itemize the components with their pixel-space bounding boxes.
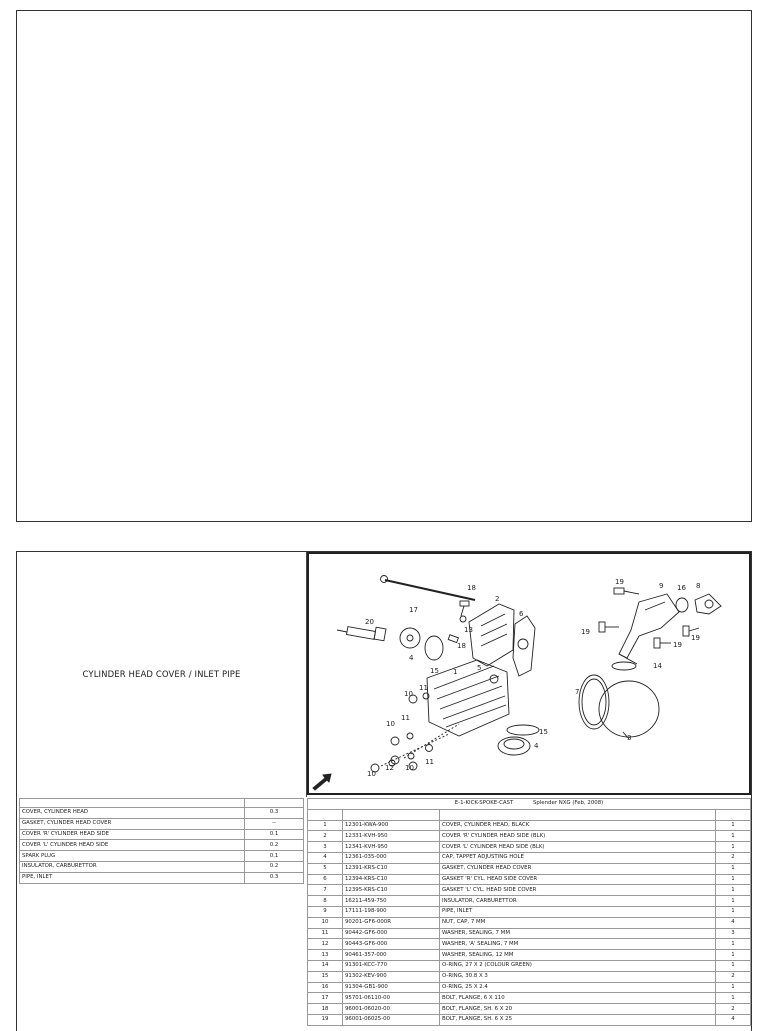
svg-text:2: 2 <box>495 595 500 603</box>
part-quantity: 1 <box>716 885 751 896</box>
part-quantity: 1 <box>716 863 751 874</box>
part-description: WASHER, SEALING, 12 MM <box>440 950 716 961</box>
part-number: 95701-06110-00 <box>343 993 440 1004</box>
part-quantity: 1 <box>716 874 751 885</box>
svg-text:19: 19 <box>673 641 682 649</box>
svg-text:9: 9 <box>659 582 664 590</box>
part-number: 12395-KRS-C10 <box>343 885 440 896</box>
part-description: COVER 'L' CYLINDER HEAD SIDE (BLK) <box>440 842 716 853</box>
part-row <box>308 960 751 971</box>
part-description: INSULATOR, CARBURETTOR <box>440 896 716 907</box>
weight-item-name: COVER 'R' CYLINDER HEAD SIDE <box>20 829 245 840</box>
svg-text:12: 12 <box>385 764 394 772</box>
weight-value: 0.1 <box>245 851 304 862</box>
part-quantity: 1 <box>716 950 751 961</box>
svg-text:19: 19 <box>615 578 624 586</box>
blank-row <box>308 809 751 820</box>
catalog-code: E-1-KICK-SPOKE-CAST <box>454 800 514 807</box>
weight-item-name: GASKET, CYLINDER HEAD COVER <box>20 818 245 829</box>
flange-bolts-19-drawing <box>599 588 699 648</box>
part-index: 1 <box>308 820 343 831</box>
part-quantity: 1 <box>716 842 751 853</box>
side-cover-r-drawing <box>469 604 514 666</box>
part-row <box>308 831 751 842</box>
weights-header-row <box>20 799 304 808</box>
svg-text:13: 13 <box>464 626 473 634</box>
section-title: CYLINDER HEAD COVER / INLET PIPE <box>17 552 307 797</box>
svg-text:15: 15 <box>430 667 439 675</box>
part-row <box>308 842 751 853</box>
part-row <box>308 1004 751 1015</box>
inlet-pipe-drawing <box>612 594 721 670</box>
weight-value: 0.3 <box>245 808 304 819</box>
part-number: 12341-KVH-950 <box>343 842 440 853</box>
part-index: 2 <box>308 831 343 842</box>
part-description: O-RING, 25 X 2.4 <box>440 982 716 993</box>
part-row <box>308 906 751 917</box>
spark-plug-drawing <box>337 627 386 641</box>
part-number: 12301-KWA-900 <box>343 820 440 831</box>
part-description: GASKET 'R' CYL. HEAD SIDE COVER <box>440 874 716 885</box>
part-quantity: 2 <box>716 971 751 982</box>
long-bolt-drawing <box>381 576 476 601</box>
weight-row <box>20 808 304 819</box>
part-number: 90443-GF6-000 <box>343 939 440 950</box>
part-index: 12 <box>308 939 343 950</box>
part-index: 16 <box>308 982 343 993</box>
part-index: 9 <box>308 906 343 917</box>
catalog-model: Splender NXG (Feb, 2008) <box>532 800 604 807</box>
part-row <box>308 885 751 896</box>
part-index: 4 <box>308 852 343 863</box>
part-index: 5 <box>308 863 343 874</box>
svg-text:19: 19 <box>691 634 700 642</box>
part-index: 17 <box>308 993 343 1004</box>
part-row <box>308 874 751 885</box>
side-cover-l-drawing <box>579 675 659 739</box>
lower-cap-drawing <box>498 725 539 755</box>
svg-text:6: 6 <box>519 610 524 618</box>
part-index: 13 <box>308 950 343 961</box>
svg-text:5: 5 <box>477 664 482 672</box>
svg-text:3: 3 <box>627 734 632 742</box>
part-description: NUT, CAP, 7 MM <box>440 917 716 928</box>
cylinder-head-cover-drawing <box>427 660 509 736</box>
part-description: BOLT, FLANGE, 6 X 110 <box>440 993 716 1004</box>
part-quantity: 1 <box>716 960 751 971</box>
part-number: 96001-06025-00 <box>343 1014 440 1025</box>
weights-table <box>19 798 304 884</box>
part-index: 18 <box>308 1004 343 1015</box>
svg-text:18: 18 <box>457 642 466 650</box>
weight-row <box>20 840 304 851</box>
svg-text:4: 4 <box>409 654 414 662</box>
part-number: 16211-459-750 <box>343 896 440 907</box>
part-index: 3 <box>308 842 343 853</box>
part-number: 90201-GF6-000R <box>343 917 440 928</box>
parts-list-table <box>307 798 751 1026</box>
flange-bolt-18-drawing <box>448 601 469 643</box>
part-description: WASHER, 'A' SEALING, 7 MM <box>440 939 716 950</box>
svg-text:11: 11 <box>419 684 428 692</box>
part-quantity: 1 <box>716 939 751 950</box>
part-number: 96001-06020-00 <box>343 1004 440 1015</box>
part-number: 90461-357-000 <box>343 950 440 961</box>
gasket-6-drawing <box>513 616 535 676</box>
part-quantity: 1 <box>716 906 751 917</box>
fr-arrow-icon <box>313 774 331 790</box>
part-description: GASKET, CYLINDER HEAD COVER <box>440 863 716 874</box>
blank-page-frame <box>16 10 752 522</box>
part-row <box>308 917 751 928</box>
part-row <box>308 971 751 982</box>
weight-item-name: SPARK PLUG <box>20 851 245 862</box>
part-index: 8 <box>308 896 343 907</box>
part-number: 90442-GF6-000 <box>343 928 440 939</box>
parts-catalog-sheet <box>16 551 752 1031</box>
svg-text:15: 15 <box>539 728 548 736</box>
svg-text:16: 16 <box>677 584 686 592</box>
part-row <box>308 982 751 993</box>
part-row <box>308 863 751 874</box>
part-description: GASKET 'L' CYL. HEAD SIDE COVER <box>440 885 716 896</box>
part-description: BOLT, FLANGE, SH. 6 X 20 <box>440 1004 716 1015</box>
svg-text:18: 18 <box>467 584 476 592</box>
part-number: 12394-KRS-C10 <box>343 874 440 885</box>
svg-text:11: 11 <box>401 714 410 722</box>
exploded-parts-diagram <box>307 552 751 795</box>
catalog-header-row <box>308 799 751 810</box>
part-description: COVER 'R' CYLINDER HEAD SIDE (BLK) <box>440 831 716 842</box>
part-row <box>308 896 751 907</box>
part-number: 91301-KCC-770 <box>343 960 440 971</box>
part-quantity: 1 <box>716 820 751 831</box>
weight-item-name: PIPE, INLET <box>20 872 245 883</box>
part-index: 10 <box>308 917 343 928</box>
svg-text:20: 20 <box>365 618 374 626</box>
part-row <box>308 928 751 939</box>
part-number: 12361-035-000 <box>343 852 440 863</box>
svg-text:10: 10 <box>386 720 395 728</box>
part-quantity: 4 <box>716 1014 751 1025</box>
part-number: 91304-GB1-900 <box>343 982 440 993</box>
weight-row <box>20 818 304 829</box>
weight-item-name: INSULATOR, CARBURETTOR <box>20 861 245 872</box>
part-description: O-RING, 27 X 2 (COLOUR GREEN) <box>440 960 716 971</box>
part-quantity: 1 <box>716 993 751 1004</box>
part-number: 91302-KEV-900 <box>343 971 440 982</box>
part-index: 11 <box>308 928 343 939</box>
svg-text:10: 10 <box>367 770 376 778</box>
svg-text:14: 14 <box>653 662 662 670</box>
svg-text:10: 10 <box>404 690 413 698</box>
part-index: 7 <box>308 885 343 896</box>
part-number: 12331-KVH-950 <box>343 831 440 842</box>
svg-text:10: 10 <box>405 764 414 772</box>
svg-text:19: 19 <box>581 628 590 636</box>
part-quantity: 2 <box>716 852 751 863</box>
part-quantity: 3 <box>716 928 751 939</box>
weight-item-name: COVER, CYLINDER HEAD <box>20 808 245 819</box>
weight-value: 0.2 <box>245 840 304 851</box>
svg-text:7: 7 <box>575 688 580 696</box>
part-quantity: 2 <box>716 1004 751 1015</box>
part-quantity: 1 <box>716 982 751 993</box>
weight-value: 0.1 <box>245 829 304 840</box>
part-quantity: 1 <box>716 896 751 907</box>
part-index: 15 <box>308 971 343 982</box>
part-quantity: 1 <box>716 831 751 842</box>
weight-value: 0.2 <box>245 861 304 872</box>
svg-text:11: 11 <box>425 758 434 766</box>
weight-row <box>20 872 304 883</box>
part-row <box>308 993 751 1004</box>
part-index: 14 <box>308 960 343 971</box>
svg-text:1: 1 <box>453 668 458 676</box>
svg-text:4: 4 <box>534 742 539 750</box>
weight-value: 0.3 <box>245 872 304 883</box>
svg-text:8: 8 <box>696 582 701 590</box>
weight-item-name: COVER 'L' CYLINDER HEAD SIDE <box>20 840 245 851</box>
weight-row <box>20 851 304 862</box>
part-description: CAP, TAPPET ADJUSTING HOLE <box>440 852 716 863</box>
weight-value: -- <box>245 818 304 829</box>
part-index: 6 <box>308 874 343 885</box>
part-number: 17111-198-900 <box>343 906 440 917</box>
tappet-cap-drawing <box>400 628 443 660</box>
part-row <box>308 950 751 961</box>
part-description: WASHER, SEALING, 7 MM <box>440 928 716 939</box>
part-description: PIPE, INLET <box>440 906 716 917</box>
part-row <box>308 852 751 863</box>
part-quantity: 4 <box>716 917 751 928</box>
part-index: 19 <box>308 1014 343 1025</box>
svg-text:17: 17 <box>409 606 418 614</box>
part-row <box>308 820 751 831</box>
part-description: COVER, CYLINDER HEAD, BLACK <box>440 820 716 831</box>
nuts-washers-drawing <box>371 693 459 772</box>
part-description: O-RING, 30.8 X 3 <box>440 971 716 982</box>
weight-row <box>20 829 304 840</box>
part-description: BOLT, FLANGE, SH. 6 X 25 <box>440 1014 716 1025</box>
weight-row <box>20 861 304 872</box>
part-row <box>308 939 751 950</box>
part-number: 12391-KRS-C10 <box>343 863 440 874</box>
